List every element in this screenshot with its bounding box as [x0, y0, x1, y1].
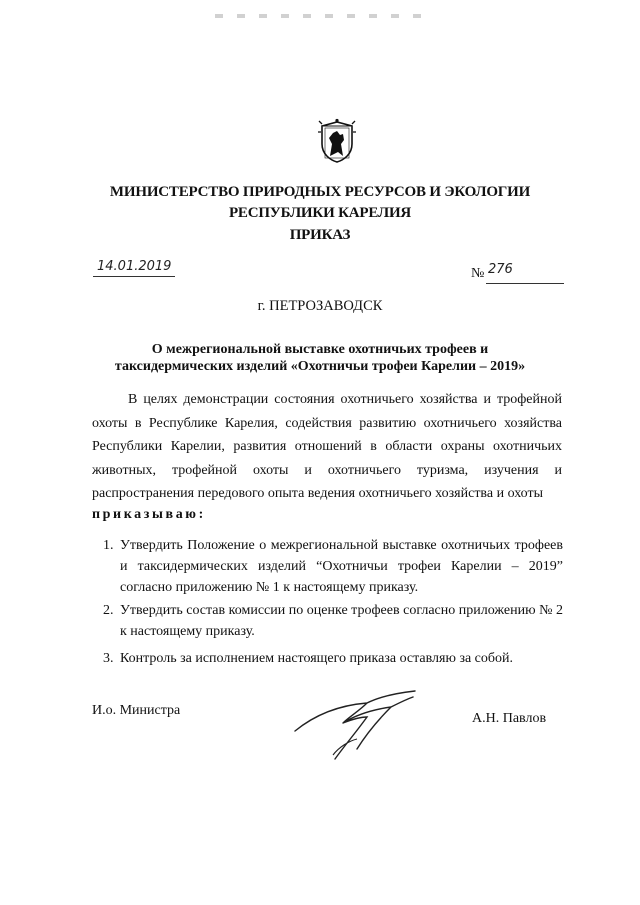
scan-artifact	[215, 14, 425, 18]
order-item	[103, 600, 563, 642]
item-number: 3.	[103, 651, 114, 666]
item-text: Утвердить Положение о межрегиональной выставке охотничьих трофеев и таксидермических изделий “Охотничьи трофеи Карелии – 2019” согласно приложению № 1 к настоящему приказу.	[120, 538, 563, 595]
order-item	[103, 648, 563, 669]
item-number: 1.	[103, 538, 114, 553]
signature-icon	[287, 683, 422, 768]
coat-of-arms-icon	[316, 118, 358, 164]
item-text: Утвердить состав комиссии по оценке трофеев согласно приложению № 2 к настоящему приказу.	[120, 603, 563, 639]
number-label: №	[471, 266, 485, 281]
item-number: 2.	[103, 603, 114, 618]
preamble-paragraph	[92, 388, 562, 506]
order-number: 276	[488, 262, 513, 277]
subject-line-2: таксидермических изделий «Охотничьи трофеи Карелии – 2019»	[114, 359, 526, 374]
ministry-title: МИНИСТЕРСТВО ПРИРОДНЫХ РЕСУРСОВ И ЭКОЛОГИИ	[109, 184, 531, 200]
subject-line-1: О межрегиональной выставке охотничьих трофеев и	[151, 342, 489, 357]
signatory-name: А.Н. Павлов	[472, 711, 547, 726]
order-item	[103, 535, 563, 598]
signatory-position: И.о. Министра	[92, 703, 181, 718]
number-underline	[486, 283, 564, 284]
order-word: приказываю:	[92, 507, 206, 522]
item-text: Контроль за исполнением настоящего приказа оставляю за собой.	[120, 651, 514, 666]
document-type: ПРИКАЗ	[289, 227, 351, 243]
republic-title: РЕСПУБЛИКИ КАРЕЛИЯ	[228, 205, 412, 221]
date-underline	[93, 276, 175, 277]
order-date: 14.01.2019	[97, 259, 172, 274]
city-line: г. ПЕТРОЗАВОДСК	[257, 298, 383, 314]
preamble-text: В целях демонстрации состояния охотничьего хозяйства и трофейной охоты в Республике Карелия, содействия развитию охотничьего хозяйства Республики Карелии, развития отношений в области охраны охотничьих животных, трофейной охоты и охотничьего туризма, изучения и распространения передового опыта ведения охотничьего хозяйства и охоты	[92, 392, 562, 501]
